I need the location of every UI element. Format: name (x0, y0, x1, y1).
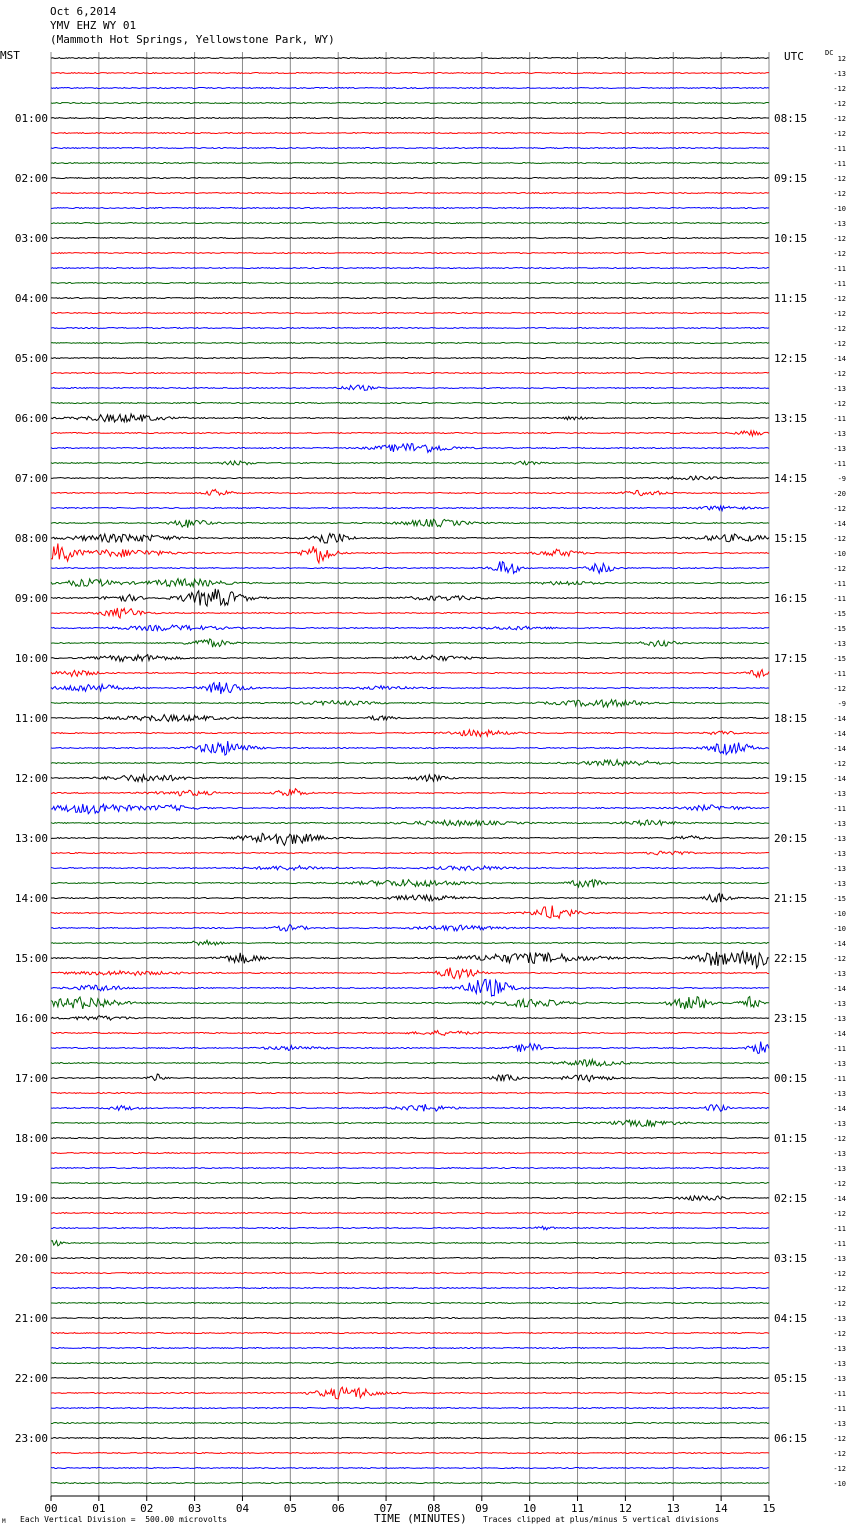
left-hour-label: 08:00 (14, 532, 48, 545)
dc-offset-label: -12 (833, 325, 846, 333)
trace-line-41 (51, 670, 769, 678)
dc-offset-label: -12 (833, 115, 846, 123)
dc-offset-label: -12 (833, 310, 846, 318)
left-hour-label: 22:00 (14, 1372, 48, 1385)
right-hour-label: 05:15 (774, 1372, 808, 1385)
dc-offset-label: -12 (833, 250, 846, 258)
trace-line-93 (51, 1453, 769, 1454)
left-hour-label: 23:00 (14, 1432, 48, 1445)
x-tick-label: 13 (666, 1502, 680, 1515)
dc-offset-label: -12 (833, 190, 846, 198)
dc-offset-label: -12 (833, 295, 846, 303)
trace-line-81 (51, 1273, 769, 1274)
dc-offset-label: -13 (833, 1090, 846, 1098)
trace-line-71 (51, 1120, 769, 1127)
trace-line-18 (51, 328, 769, 329)
dc-offset-label: -12 (833, 130, 846, 138)
dc-offset-label: -12 (833, 1270, 846, 1278)
left-hour-label: 20:00 (14, 1252, 48, 1265)
dc-offset-label: -11 (833, 415, 846, 423)
dc-offset-label: -10 (833, 205, 846, 213)
trace-line-7 (51, 163, 769, 164)
trace-line-88 (51, 1378, 769, 1379)
left-hour-label: 02:00 (14, 172, 48, 185)
trace-line-8 (51, 178, 769, 179)
dc-offset-label: -13 (833, 865, 846, 873)
trace-line-1 (51, 73, 769, 74)
dc-offset-label: -13 (833, 1165, 846, 1173)
dc-offset-label: -12 (833, 505, 846, 513)
trace-line-48 (51, 775, 769, 782)
dc-offset-label: -13 (833, 790, 846, 798)
dc-offset-label: -11 (833, 280, 846, 288)
dc-offset-label: -12 (833, 565, 846, 573)
dc-offset-label: -11 (833, 1075, 846, 1083)
dc-offset-label: -14 (833, 1195, 846, 1203)
trace-line-79 (51, 1241, 769, 1246)
right-hour-label: 13:15 (774, 412, 808, 425)
dc-offset-label: -13 (833, 1255, 846, 1263)
trace-line-90 (51, 1408, 769, 1409)
trace-line-56 (51, 894, 769, 903)
dc-offset-label: -13 (833, 1315, 846, 1323)
dc-offset-label: -13 (833, 640, 846, 648)
left-hour-label: 16:00 (14, 1012, 48, 1025)
trace-line-13 (51, 253, 769, 254)
dc-offset-label: -14 (833, 985, 846, 993)
trace-line-43 (51, 700, 769, 707)
dc-offset-label: -12 (833, 955, 846, 963)
trace-line-17 (51, 313, 769, 314)
trace-line-11 (51, 223, 769, 224)
trace-line-72 (51, 1138, 769, 1139)
dc-offset-label: -13 (833, 1015, 846, 1023)
dc-offset-label: -12 (833, 1330, 846, 1338)
left-hour-label: 18:00 (14, 1132, 48, 1145)
dc-offset-label: -13 (833, 1150, 846, 1158)
trace-line-70 (51, 1104, 769, 1111)
right-hour-label: 23:15 (774, 1012, 808, 1025)
trace-line-38 (51, 625, 769, 631)
trace-line-61 (51, 968, 769, 979)
dc-offset-label: -12 (833, 85, 846, 93)
trace-line-53 (51, 851, 769, 855)
dc-offset-label: -11 (833, 1045, 846, 1053)
x-tick-label: 00 (44, 1502, 58, 1515)
trace-line-67 (51, 1060, 769, 1067)
trace-line-42 (51, 682, 769, 694)
x-tick-label: 04 (235, 1502, 250, 1515)
x-axis-title: TIME (MINUTES) (374, 1512, 467, 1525)
trace-line-64 (51, 1016, 769, 1021)
trace-line-66 (51, 1042, 769, 1054)
dc-offset-label: -13 (833, 1000, 846, 1008)
dc-offset-label: -12 (833, 1210, 846, 1218)
trace-line-36 (51, 589, 769, 606)
dc-offset-label: -15 (833, 625, 846, 633)
trace-line-75 (51, 1183, 769, 1184)
trace-line-52 (51, 833, 769, 845)
trace-line-37 (51, 608, 769, 618)
dc-offset-label: -11 (833, 460, 846, 468)
left-hour-label: 19:00 (14, 1192, 48, 1205)
dc-offset-label: -13 (833, 430, 846, 438)
left-hour-label: 13:00 (14, 832, 48, 845)
x-tick-label: 07 (379, 1502, 393, 1515)
right-hour-label: 16:15 (774, 592, 808, 605)
dc-offset-label: -13 (833, 850, 846, 858)
dc-offset-label: -11 (833, 580, 846, 588)
trace-line-69 (51, 1093, 769, 1094)
dc-offset-label: -14 (833, 730, 846, 738)
right-hour-label: 22:15 (774, 952, 808, 965)
left-hour-label: 17:00 (14, 1072, 48, 1085)
right-hour-label: 06:15 (774, 1432, 808, 1445)
left-hour-label: 12:00 (14, 772, 48, 785)
trace-line-35 (51, 579, 769, 587)
dc-offset-label: -14 (833, 1105, 846, 1113)
dc-offset-label: -12 (833, 1180, 846, 1188)
station-date: Oct 6,2014 (50, 5, 117, 18)
right-hour-label: 11:15 (774, 292, 808, 305)
trace-line-50 (51, 804, 769, 814)
dc-offset-label: -14 (833, 520, 846, 528)
dc-offset-label: -14 (833, 940, 846, 948)
dc-offset-label: -13 (833, 220, 846, 228)
dc-offset-label: -14 (833, 745, 846, 753)
dc-offset-label: -11 (833, 1405, 846, 1413)
trace-line-46 (51, 741, 769, 755)
dc-offset-label: -12 (833, 535, 846, 543)
dc-offset-label: -11 (833, 160, 846, 168)
x-tick-label: 10 (523, 1502, 537, 1515)
station-code: YMV EHZ WY 01 (50, 19, 137, 32)
right-hour-label: 14:15 (774, 472, 808, 485)
dc-offset-label: -15 (833, 610, 846, 618)
trace-line-76 (51, 1196, 769, 1201)
trace-line-14 (51, 268, 769, 269)
left-hour-label: 14:00 (14, 892, 48, 905)
trace-line-26 (51, 444, 769, 453)
left-hour-label: 04:00 (14, 292, 48, 305)
trace-line-86 (51, 1348, 769, 1349)
trace-line-21 (51, 373, 769, 374)
dc-offset-label: -14 (833, 715, 846, 723)
right-hour-label: 01:15 (774, 1132, 808, 1145)
dc-offset-label: -12 (833, 685, 846, 693)
trace-line-83 (51, 1303, 769, 1304)
dc-offset-label: -11 (833, 670, 846, 678)
x-tick-label: 14 (714, 1502, 728, 1515)
trace-line-2 (51, 88, 769, 89)
left-hour-label: 10:00 (14, 652, 48, 665)
x-tick-label: 09 (475, 1502, 489, 1515)
trace-line-40 (51, 655, 769, 662)
trace-line-84 (51, 1318, 769, 1319)
dc-offset-label: -12 (833, 1450, 846, 1458)
dc-offset-label: -13 (833, 1060, 846, 1068)
dc-offset-label: -15 (833, 895, 846, 903)
trace-line-73 (51, 1153, 769, 1154)
dc-offset-label: -11 (833, 265, 846, 273)
dc-offset-label: -12 (833, 760, 846, 768)
trace-line-25 (51, 431, 769, 436)
dc-offset-label: -12 (833, 370, 846, 378)
trace-line-23 (51, 403, 769, 404)
trace-line-22 (51, 385, 769, 390)
dc-offset-label: -12 (833, 1435, 846, 1443)
trace-line-51 (51, 820, 769, 826)
trace-line-82 (51, 1288, 769, 1289)
dc-offset-label: -10 (833, 910, 846, 918)
trace-line-57 (51, 906, 769, 919)
dc-offset-label: -12 (833, 1285, 846, 1293)
trace-line-10 (51, 208, 769, 209)
dc-offset-label: -12 (833, 175, 846, 183)
left-hour-label: 03:00 (14, 232, 48, 245)
left-hour-label: 21:00 (14, 1312, 48, 1325)
trace-line-12 (51, 238, 769, 239)
x-tick-label: 03 (187, 1502, 202, 1515)
right-hour-label: 00:15 (774, 1072, 808, 1085)
dc-offset-label: -14 (833, 1030, 846, 1038)
left-hour-label: 15:00 (14, 952, 48, 965)
trace-line-33 (51, 544, 769, 563)
trace-line-31 (51, 519, 769, 528)
dc-offset-label: -11 (833, 1225, 846, 1233)
dc-offset-label: -11 (833, 145, 846, 153)
trace-line-30 (51, 506, 769, 511)
right-hour-label: 04:15 (774, 1312, 808, 1325)
dc-offset-label: -13 (833, 835, 846, 843)
trace-line-27 (51, 461, 769, 465)
right-hour-label: 15:15 (774, 532, 808, 545)
trace-line-68 (51, 1074, 769, 1082)
trace-line-16 (51, 298, 769, 299)
right-hour-label: 09:15 (774, 172, 808, 185)
dc-offset-label: -10 (833, 1480, 846, 1488)
trace-line-55 (51, 879, 769, 887)
trace-line-44 (51, 715, 769, 722)
dc-offset-label: -12 (833, 400, 846, 408)
dc-offset-label: -20 (833, 490, 846, 498)
clipping-note: Traces clipped at plus/minus 5 vertical divisions (483, 1515, 720, 1524)
dc-offset-label: -15 (833, 655, 846, 663)
right-hour-label: 02:15 (774, 1192, 808, 1205)
dc-offset-label: -12 (833, 235, 846, 243)
dc-offset-label: -13 (833, 970, 846, 978)
trace-line-77 (51, 1213, 769, 1214)
dc-offset-label: -10 (833, 550, 846, 558)
trace-line-4 (51, 118, 769, 119)
trace-line-29 (51, 489, 769, 495)
dc-offset-label: 12 (837, 55, 846, 63)
trace-line-34 (51, 562, 769, 574)
right-hour-label: 19:15 (774, 772, 808, 785)
trace-line-45 (51, 730, 769, 737)
trace-line-39 (51, 639, 769, 647)
trace-line-87 (51, 1363, 769, 1364)
dc-offset-label: -9 (837, 700, 846, 708)
right-hour-label: 10:15 (774, 232, 808, 245)
trace-line-62 (51, 979, 769, 996)
x-tick-label: 02 (140, 1502, 154, 1515)
right-hour-label: 18:15 (774, 712, 808, 725)
right-hour-label: 21:15 (774, 892, 808, 905)
right-hour-label: 08:15 (774, 112, 808, 125)
trace-line-9 (51, 193, 769, 194)
trace-line-59 (51, 940, 769, 945)
vertical-division-note: Each Vertical Division = 500.00 microvolts (20, 1515, 228, 1524)
left-hour-label: 09:00 (14, 592, 48, 605)
dc-offset-label: -11 (833, 1240, 846, 1248)
trace-line-28 (51, 476, 769, 480)
dc-offset-label: -12 (833, 100, 846, 108)
dc-offset-label: -13 (833, 1345, 846, 1353)
dc-offset-label: -11 (833, 805, 846, 813)
station-location: (Mammoth Hot Springs, Yellowstone Park, WY) (50, 33, 335, 46)
x-tick-label: 15 (762, 1502, 776, 1515)
trace-line-58 (51, 925, 769, 932)
dc-offset-label: -12 (833, 1135, 846, 1143)
x-tick-label: 08 (427, 1502, 441, 1515)
right-hour-label: 12:15 (774, 352, 808, 365)
trace-line-5 (51, 133, 769, 134)
trace-line-15 (51, 283, 769, 284)
trace-line-89 (51, 1387, 769, 1399)
dc-offset-label: -12 (833, 1300, 846, 1308)
trace-line-91 (51, 1423, 769, 1424)
trace-line-63 (51, 997, 769, 1010)
dc-offset-header: DC (825, 49, 834, 57)
trace-line-78 (51, 1226, 769, 1230)
right-hour-label: 03:15 (774, 1252, 808, 1265)
trace-line-49 (51, 789, 769, 796)
trace-line-60 (51, 951, 769, 968)
right-timezone-label: UTC (784, 50, 804, 63)
trace-line-95 (51, 1483, 769, 1484)
dc-offset-label: -11 (833, 1390, 846, 1398)
trace-line-85 (51, 1333, 769, 1334)
x-tick-label: 11 (570, 1502, 585, 1515)
left-hour-label: 05:00 (14, 352, 48, 365)
left-hour-label: 01:00 (14, 112, 48, 125)
left-hour-label: 06:00 (14, 412, 48, 425)
dc-offset-label: -9 (837, 475, 846, 483)
dc-offset-label: -12 (833, 340, 846, 348)
trace-line-94 (51, 1468, 769, 1469)
x-tick-label: 12 (618, 1502, 633, 1515)
left-timezone-label: MST (0, 49, 20, 62)
trace-line-3 (51, 103, 769, 104)
dc-offset-label: -11 (833, 595, 846, 603)
x-tick-label: 06 (331, 1502, 345, 1515)
left-hour-label: 07:00 (14, 472, 48, 485)
left-hour-label: 11:00 (14, 712, 48, 725)
dc-offset-label: -13 (833, 820, 846, 828)
dc-offset-label: -13 (833, 1360, 846, 1368)
dc-offset-label: -14 (833, 355, 846, 363)
trace-line-65 (51, 1031, 769, 1036)
trace-line-92 (51, 1438, 769, 1439)
dc-offset-label: -12 (833, 1465, 846, 1473)
x-tick-label: 05 (283, 1502, 297, 1515)
trace-line-80 (51, 1258, 769, 1259)
trace-line-0 (51, 58, 769, 59)
trace-line-24 (51, 414, 769, 422)
x-tick-label: 01 (92, 1502, 106, 1515)
dc-offset-label: -13 (833, 445, 846, 453)
right-hour-label: 20:15 (774, 832, 808, 845)
dc-offset-label: -14 (833, 775, 846, 783)
dc-offset-label: -13 (833, 880, 846, 888)
dc-offset-label: -13 (833, 385, 846, 393)
trace-line-47 (51, 760, 769, 766)
trace-line-20 (51, 358, 769, 359)
dc-offset-label: -13 (833, 1120, 846, 1128)
trace-line-19 (51, 343, 769, 344)
right-hour-label: 17:15 (774, 652, 808, 665)
dc-offset-label: -13 (833, 1420, 846, 1428)
trace-line-6 (51, 148, 769, 149)
dc-offset-label: -13 (833, 1375, 846, 1383)
trace-line-74 (51, 1168, 769, 1169)
trace-line-32 (51, 534, 769, 543)
dc-offset-label: -13 (833, 70, 846, 78)
trace-group (51, 58, 769, 1484)
trace-line-54 (51, 866, 769, 871)
dc-offset-label: -10 (833, 925, 846, 933)
corner-mark: M (2, 1518, 6, 1525)
